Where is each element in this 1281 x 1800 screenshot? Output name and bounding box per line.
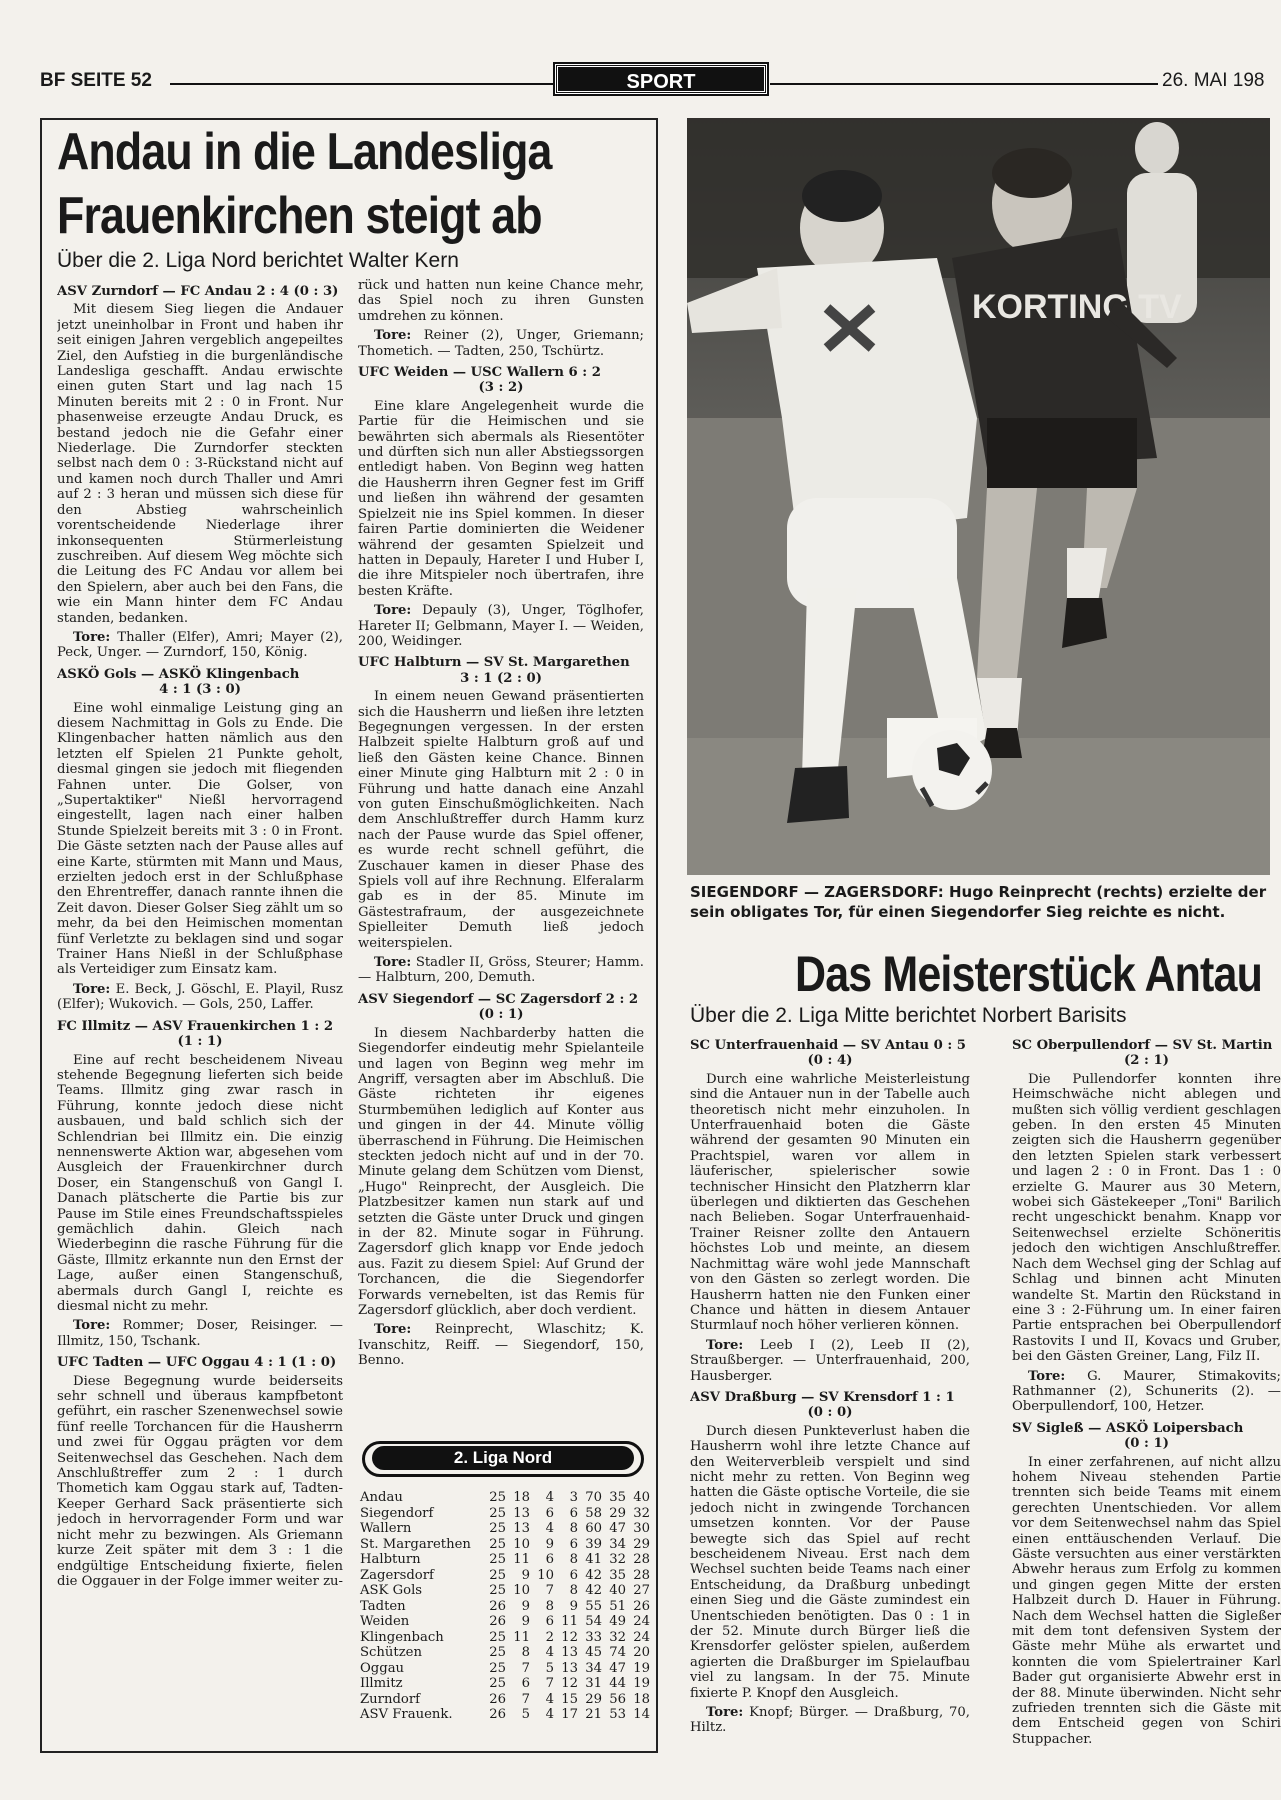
- scorers-line: [57, 630, 343, 661]
- scorers-line: [358, 1322, 644, 1368]
- stat-cell: 25: [489, 1490, 506, 1505]
- stat-cell: 8: [569, 1552, 578, 1567]
- match-heading: [1012, 1038, 1281, 1069]
- stat-cell: 45: [585, 1645, 602, 1660]
- stat-cell: 27: [633, 1583, 650, 1598]
- stat-cell: 7: [521, 1691, 530, 1707]
- scorers-line: [57, 1318, 343, 1349]
- scorers-line: [690, 1338, 970, 1384]
- scorers-text: Leeb I (2), Leeb II (2), Straußberger. — Unterfrauenhaid, 200, Hausberger.: [690, 1337, 970, 1384]
- stat-cell: 8: [545, 1598, 554, 1614]
- scorers-line: [358, 955, 644, 986]
- table-row: [360, 1676, 650, 1692]
- stat-cell: 6: [569, 1567, 578, 1583]
- stat-cell: 25: [489, 1567, 506, 1583]
- table-row: [360, 1490, 650, 1506]
- scorers-line: [1012, 1369, 1281, 1415]
- article2-headline: Das Meisterstück Antau: [795, 946, 1262, 1002]
- stat-cell: 34: [585, 1660, 602, 1676]
- stat-cell: 6: [545, 1505, 554, 1521]
- stat-cell: 41: [585, 1552, 602, 1567]
- table-row: [360, 1707, 650, 1723]
- headline-line-1: Andau in die Landesliga: [57, 123, 552, 181]
- stat-cell: 24: [633, 1629, 650, 1645]
- report-paragraph: Diese Begegnung wurde beiderseits sehr schnell und überaus kampfbetont geführt, ein rascher Szenenwechsel sowie fünf reelle Torchancen für die Hausherrn und zwei für Oggau prägten vor dem Seitenwechsel das Geschehen. Nach dem Anschlußtreffer zum 2 : 1 durch Thometich kam Oggau stark auf, Tadten-Keeper Gerhard Sack präsentierte sich jedoch in hervorragender Form und war nicht mehr zu bezwingen. Als Griemann kurze Zeit später mit dem 3 : 1 die endgültige Entscheidung fixierte, fielen die Oggauer in der Folge immer weiter zu-: [57, 1373, 343, 1589]
- stat-cell: 39: [585, 1536, 602, 1552]
- stat-cell: 10: [513, 1583, 530, 1598]
- stat-cell: 13: [561, 1660, 578, 1676]
- stat-cell: 25: [489, 1521, 506, 1536]
- match-heading: [358, 992, 644, 1023]
- stat-cell: 14: [633, 1707, 650, 1722]
- match-title: ASKÖ Gols — ASKÖ Klingenbach: [57, 666, 300, 682]
- stat-cell: 60: [585, 1521, 602, 1536]
- article1-column-1: [57, 278, 343, 1748]
- photo-illustration: [687, 118, 1270, 875]
- stat-cell: 17: [561, 1707, 578, 1722]
- stat-cell: 6: [569, 1536, 578, 1552]
- article2-column-1: [690, 1032, 970, 1772]
- team-name: St. Margarethen: [360, 1536, 471, 1552]
- report-paragraph: Eine wohl einmalige Leistung ging an diesem Nachmittag in Gols zu Ende. Die Klingenbacher hatten nämlich aus den letzten elf Spielen 21 Punkte geholt, diesmal gingen sie jedoch mit fliegenden Fahnen unter. Die Golser, von „Supertaktiker" Nießl hervorragend eingestellt, lagen nach einer halben Stunde Spielzeit bereits mit 3 : 0 in Front. Die Gäste setzten nach der Pause alles auf eine Karte, stürmten mit Mann und Maus, erzielten jedoch erst in der Schlußphase den Ehrentreffer, danach rannte ihnen die Zeit davon. Dieser Golser Sieg zählt um so mehr, da bei den Heimischen momentan fünf Verletzte zu beklagen sind und sogar Trainer Hans Nießl in der Schlußphase als Verteidiger zum Einsatz kam.: [57, 700, 343, 978]
- report-paragraph: In diesem Nachbarderby hatten die Siegendorfer eindeutig mehr Spielanteile und lagen von Beginn weg mehr im Angriff, versagten aber im Abschluß. Die Gäste richteten ihr eigenes Sturmbemühen lediglich auf Konter aus und gingen in der 44. Minute völlig überraschend in Führung. Die Heimischen steckten jedoch nicht auf und in der 70. Minute gelang dem Schützen vom Dienst, „Hugo" Reinprecht, der Ausgleich. Die Platzbesitzer kamen nun stark auf und setzten die Gäste unter Druck und gingen in der 82. Minute sogar in Führung. Zagersdorf glich knapp vor Ende jedoch aus. Fazit zu diesem Spiel: Auf Grund der Torchancen, die die Siegendorfer Forwards vernebelten, ist das Remis für Zagersdorf glücklich, aber doch verdient.: [358, 1025, 644, 1318]
- stat-cell: 21: [585, 1707, 602, 1722]
- article1-column-2: [358, 278, 644, 1433]
- match-title: ASV Zurndorf — FC Andau 2 : 4 (0 : 3): [57, 284, 339, 299]
- match-score: (0 : 0): [807, 1405, 853, 1421]
- scorers-line: [358, 328, 644, 359]
- match-heading: [358, 655, 644, 686]
- match-title: SV Sigleß — ASKÖ Loipersbach: [1012, 1420, 1244, 1436]
- match-heading: [690, 1390, 970, 1421]
- match-heading: [358, 365, 644, 396]
- team-name: Zagersdorf: [360, 1567, 434, 1583]
- stat-cell: 29: [585, 1691, 602, 1707]
- match-title: ASV Siegendorf — SC Zagersdorf 2 : 2: [358, 991, 639, 1007]
- stat-cell: 8: [569, 1583, 578, 1598]
- team-name: ASK Gols: [360, 1583, 423, 1598]
- stat-cell: 25: [489, 1505, 506, 1521]
- stat-cell: 74: [609, 1645, 626, 1660]
- table-row: [360, 1583, 650, 1599]
- stat-cell: 18: [513, 1490, 530, 1505]
- scorers-text: Depauly (3), Unger, Töglhofer, Hareter II; Gelbmann, Mayer I. — Weiden, 200, Weidinger.: [358, 603, 644, 649]
- match-title: SC Oberpullendorf — SV St. Martin: [1012, 1038, 1273, 1053]
- stat-cell: 18: [633, 1691, 650, 1707]
- report-paragraph: Durch eine wahrliche Meisterleistung sind die Antauer nun in der Tabelle auch theoretisch nicht mehr einzuholen. In Unterfrauenhaid boten die Gäste während der gesamten 90 Minuten ein Prachtspiel, waren vor allem in läuferischer, spielerischer sowie technischer Hinsicht den Platzherrn klar überlegen und diktierten das Geschehen nach Belieben. Sogar Unterfrauenhaid-Trainer Reisner zollte den Antauern höchstes Lob und meinte, an diesem Nachmittag wäre wohl jede Mannschaft von den Gästen so zerlegt worden. Die Hausherrn hatten nie den Funken einer Chance und hätten in diesem Antauer Sturmlauf noch höher verlieren können.: [690, 1071, 970, 1334]
- table-row: [360, 1692, 650, 1708]
- stat-cell: 26: [489, 1691, 506, 1707]
- issue-date: 26. MAI 198: [1162, 70, 1265, 91]
- stat-cell: 4: [545, 1645, 554, 1660]
- stat-cell: 30: [633, 1521, 650, 1536]
- report-paragraph: Mit diesem Sieg liegen die Andauer jetzt uneinholbar in Front und haben ihr seit einigen Jahren vergeblich angepeiltes Ziel, den Aufstieg in die burgenländische Landesliga geschafft. Andau erwischte einen guten Start und lag nach 15 Minuten bereits mit 2 : 0 in Front. Nur phasenweise erzeugte Andau Druck, es bestand jedoch nie die Gefahr einer Niederlage. Die Zurndorfer steckten selbst nach dem 0 : 3-Rückstand nicht auf und kamen noch durch Thaller und Amri auf 2 : 3 heran und müssen sich diese für den Abstieg wahrscheinlich vorentscheidende Niederlage ihrer inkonsequenten Stürmerleistung zuschreiben. Auf diesem Weg möchte sich die Leitung des FC Andau vor allem bei den Spielern, aber auch bei den Fans, die wie ein Mann hinter dem FC Andau standen, bedanken.: [57, 302, 343, 626]
- scorers-line: [690, 1705, 970, 1736]
- match-score: (1 : 1): [177, 1034, 223, 1050]
- team-name: Andau: [360, 1490, 403, 1505]
- match-heading: [57, 1019, 343, 1050]
- stat-cell: 6: [545, 1552, 554, 1567]
- stat-cell: 5: [521, 1707, 530, 1722]
- stat-cell: 34: [609, 1536, 626, 1552]
- stat-cell: 11: [513, 1552, 530, 1567]
- stat-cell: 9: [521, 1598, 530, 1614]
- stat-cell: 9: [545, 1536, 554, 1552]
- stat-cell: 8: [569, 1521, 578, 1536]
- stat-cell: 5: [545, 1660, 554, 1676]
- scorers-text: G. Maurer, Stimakovits; Rathmanner (2), Schunerits (2). — Oberpullendorf, 100, Hetzer.: [1012, 1368, 1281, 1415]
- stat-cell: 42: [585, 1583, 602, 1598]
- team-name: Klingenbach: [360, 1629, 444, 1645]
- table-row: [360, 1645, 650, 1661]
- scorers-text: Stadler II, Gröss, Steurer; Hamm. — Halbturn, 200, Demuth.: [358, 955, 644, 986]
- match-score: (0 : 1): [1124, 1436, 1169, 1452]
- stat-cell: 10: [513, 1536, 530, 1552]
- stat-cell: 53: [609, 1707, 626, 1722]
- stat-cell: 13: [513, 1505, 530, 1521]
- match-title: SC Unterfrauenhaid — SV Antau 0 : 5: [690, 1038, 966, 1053]
- scorers-text: Thaller (Elfer), Amri; Mayer (2), Peck, Unger. — Zurndorf, 150, König.: [57, 629, 343, 661]
- match-score: (0 : 1): [478, 1007, 524, 1023]
- stat-cell: 31: [585, 1676, 602, 1691]
- stat-cell: 6: [569, 1505, 578, 1521]
- team-name: Halbturn: [360, 1552, 421, 1567]
- team-name: Illmitz: [360, 1676, 403, 1691]
- scorers-label: Tore:: [73, 629, 111, 645]
- stat-cell: 25: [489, 1583, 506, 1598]
- stat-cell: 13: [513, 1521, 530, 1536]
- scorers-line: [57, 982, 343, 1013]
- report-paragraph: In einem neuen Gewand präsentierten sich die Hausherrn und ließen ihre letzten Begegnungen vergessen. In der ersten Halbzeit spielte Halbturn groß auf und ließ den Gästen keine Chance. Binnen einer Minute ging Halbturn mit 2 : 0 in Führung und hatte danach eine Anzahl von guten Einschußmöglichkeiten. Nach dem Anschlußtreffer durch Hamm kurz nach der Pause wurde das Spiel offener, es wurde recht schnell geführt, die Zuschauer kamen in dieser Phase des Spiels voll auf ihre Rechnung. Elferalarm gab es in der 85. Minute im Gästestrafraum, der ausgezeichnete Spielleiter Demuth ließ jedoch weiterspielen.: [358, 689, 644, 951]
- stat-cell: 29: [609, 1505, 626, 1521]
- stat-cell: 7: [545, 1676, 554, 1691]
- stat-cell: 25: [489, 1536, 506, 1552]
- match-heading: [57, 1355, 343, 1370]
- match-score: (2 : 1): [1124, 1053, 1169, 1069]
- stat-cell: 11: [561, 1614, 578, 1629]
- table-row: [360, 1521, 650, 1537]
- match-title: ASV Draßburg — SV Krensdorf 1 : 1: [690, 1389, 955, 1405]
- scorers-text: Knopf; Bürger. — Draßburg, 70, Hiltz.: [690, 1705, 970, 1736]
- report-paragraph: In einer zerfahrenen, auf nicht allzu hohem Niveau stehenden Partie trennten sich beide Teams mit einem gerechten Unentschieden. Vor allem vor dem Seitenwechsel nahm das Spiel einen enttäuschenden Verlauf. Die Gäste versuchten aus einer verstärkten Abwehr heraus zum Erfolg zu kommen und gingen gegen Mitte der ersten Halbzeit durch D. Hauer in Führung. Nach dem Wechsel hatten die Siglеßer mit dem tont defensiven System der Gäste mehr Mühe als erwartet und konnten die vom Spielertrainer Karl Bader gut organisierte Abwehr erst in der 88. Minute überwinden. Nicht sehr zufrieden trennten sich die Gäste mit dem Entscheid gegen von Schiri Stuppacher.: [1012, 1454, 1281, 1747]
- stat-cell: 3: [569, 1490, 578, 1505]
- stat-cell: 2: [545, 1629, 554, 1645]
- stat-cell: 4: [545, 1490, 554, 1505]
- team-name: Oggau: [360, 1660, 405, 1676]
- stat-cell: 47: [609, 1521, 626, 1536]
- scorers-line: [358, 603, 644, 649]
- stat-cell: 12: [561, 1629, 578, 1645]
- header-rule-left: [170, 83, 555, 85]
- stat-cell: 26: [489, 1707, 506, 1722]
- stat-cell: 26: [633, 1598, 650, 1614]
- stat-cell: 70: [585, 1490, 602, 1505]
- report-paragraph: Die Pullendorfer konnten ihre Heimschwäche nicht ablegen und mußten sich völlig verdient geschlagen geben. In den ersten 45 Minuten zeigten sich die Hausherrn gegenüber den letzten Spielen stark verbessert und lagen 2 : 0 in Front. Das 1 : 0 erzielte G. Maurer aus 30 Metern, wobei sich Gästekeeper „Toni" Barilich recht ungeschickt benahm. Knapp vor Seitenwechsel erzielte Schöneritis jedoch den wichtigen Anschlußtreffer. Nach dem Wechsel ging der Schlag auf Schlag und binnen acht Minuten wandelte St. Martin den Rückstand in eine 3 : 2-Führung um. In einer fairen Partie entsprachen bei Oberpullendorf Rastovits I und II, Kovacs und Gruber, bei den Gästen Greiner, Lang, Filz II.: [1012, 1071, 1281, 1365]
- match-heading: [57, 667, 343, 698]
- stat-cell: 25: [489, 1645, 506, 1660]
- stat-cell: 29: [633, 1536, 650, 1552]
- stat-cell: 9: [521, 1614, 530, 1629]
- scorers-label: Tore:: [374, 955, 412, 971]
- team-name: ASV Frauenk.: [360, 1707, 453, 1722]
- match-heading: [1012, 1421, 1281, 1452]
- stat-cell: 35: [609, 1490, 626, 1505]
- stat-cell: 24: [633, 1614, 650, 1629]
- team-name: Zurndorf: [360, 1691, 421, 1707]
- section-label: SPORT: [555, 64, 767, 94]
- match-score: 3 : 1 (2 : 0): [460, 670, 542, 686]
- shirt-sponsor-text: KORTING TV: [972, 288, 1182, 326]
- stat-cell: 42: [585, 1567, 602, 1583]
- table-row: [360, 1630, 650, 1646]
- team-name: Wallern: [360, 1521, 412, 1536]
- stat-cell: 19: [633, 1660, 650, 1676]
- scorers-text: Reinprecht, Wlaschitz; K. Ivanschitz, Reiff. — Siegendorf, 150, Benno.: [358, 1322, 644, 1369]
- table-row: [360, 1661, 650, 1677]
- article2-subtitle: Über die 2. Liga Mitte berichtet Norbert Barisits: [690, 1004, 1127, 1027]
- stat-cell: 51: [609, 1598, 626, 1614]
- stat-cell: 32: [609, 1552, 626, 1567]
- scorers-label: Tore:: [706, 1337, 744, 1353]
- stat-cell: 32: [633, 1505, 650, 1521]
- caption-text: Hugo Reinprecht (rechts) erzielte der sein obligates Tor, für einen Siegendorfer Sieg reichte es nicht.: [690, 883, 1267, 921]
- team-name: Siegendorf: [360, 1505, 434, 1521]
- headline-line-2: Frauenkirchen steigt ab: [57, 187, 542, 245]
- team-name: Tadten: [360, 1598, 406, 1614]
- table-row: [360, 1599, 650, 1615]
- match-title: FC Illmitz — ASV Frauenkirchen 1 : 2: [57, 1018, 334, 1034]
- report-paragraph: rück und hatten nun keine Chance mehr, das Spiel noch zu ihren Gunsten umdrehen zu können.: [358, 278, 644, 324]
- scorers-label: Tore:: [374, 1322, 412, 1338]
- table-row: [360, 1506, 650, 1522]
- scorers-label: Tore:: [374, 603, 412, 619]
- article-subtitle: Über die 2. Liga Nord berichtet Walter Kern: [57, 249, 459, 272]
- table-row: [360, 1537, 650, 1553]
- scorers-text: Rommer; Doser, Reisinger. — Illmitz, 150, Tschank.: [57, 1318, 343, 1349]
- stat-cell: 33: [585, 1629, 602, 1645]
- stat-cell: 40: [609, 1583, 626, 1598]
- report-paragraph: Eine klare Angelegenheit wurde die Partie für die Heimischen und sie bewährten sich abermals als Riesentöter und dürften sich nun aller Abstiegssorgen entledigt haben. Von Beginn weg hatten die Hausherrn ihren Gegner fest im Griff und ließen ihn während der gesamten Spielzeit nie ins Spiel kommen. In dieser fairen Partie dominierten die Weidener während der gesamten Spielzeit und hatten in Depauly, Hareter I und Huber I, die ihre Mitspieler noch übertrafen, ihre besten Kräfte.: [358, 398, 644, 599]
- stat-cell: 28: [633, 1567, 650, 1583]
- stat-cell: 26: [489, 1614, 506, 1629]
- stat-cell: 47: [609, 1660, 626, 1676]
- stat-cell: 55: [585, 1598, 602, 1614]
- scorers-label: Tore:: [1028, 1368, 1066, 1384]
- scorers-text: E. Beck, J. Göschl, E. Playil, Rusz (Elfer); Wukovich. — Gols, 250, Laffer.: [57, 981, 343, 1013]
- match-score: (0 : 4): [807, 1053, 853, 1069]
- scorers-label: Tore:: [73, 1318, 111, 1334]
- league-table: [360, 1490, 650, 1723]
- stat-cell: 4: [545, 1707, 554, 1722]
- match-score: 4 : 1 (3 : 0): [159, 682, 241, 698]
- stat-cell: 58: [585, 1505, 602, 1521]
- stat-cell: 35: [609, 1567, 626, 1583]
- stat-cell: 20: [633, 1645, 650, 1660]
- match-title: UFC Weiden — USC Wallern 6 : 2: [358, 365, 601, 381]
- stat-cell: 26: [489, 1598, 506, 1614]
- table-row: [360, 1614, 650, 1630]
- stat-cell: 8: [521, 1645, 530, 1660]
- stat-cell: 54: [585, 1614, 602, 1629]
- stat-cell: 9: [569, 1598, 578, 1614]
- match-heading: [57, 284, 343, 299]
- stat-cell: 11: [513, 1629, 530, 1645]
- team-name: Weiden: [360, 1614, 410, 1629]
- stat-cell: 19: [633, 1676, 650, 1691]
- team-name: Schützen: [360, 1645, 422, 1660]
- match-photo: [687, 118, 1270, 875]
- stat-cell: 49: [609, 1614, 626, 1629]
- stat-cell: 10: [537, 1567, 554, 1583]
- stat-cell: 25: [489, 1660, 506, 1676]
- match-title: UFC Tadten — UFC Oggau 4 : 1 (1 : 0): [57, 1355, 337, 1371]
- header-rule-right: [770, 83, 1158, 85]
- stat-cell: 28: [633, 1552, 650, 1567]
- match-title: UFC Halbturn — SV St. Margarethen: [358, 655, 630, 671]
- table-row: [360, 1568, 650, 1584]
- stat-cell: 56: [609, 1691, 626, 1707]
- stat-cell: 25: [489, 1676, 506, 1691]
- stat-cell: 32: [609, 1629, 626, 1645]
- stat-cell: 6: [521, 1676, 530, 1691]
- caption-lead: SIEGENDORF — ZAGERSDORF:: [690, 883, 944, 901]
- scorers-label: Tore:: [374, 328, 412, 344]
- stat-cell: 15: [561, 1691, 578, 1707]
- stat-cell: 7: [521, 1660, 530, 1676]
- stat-cell: 25: [489, 1552, 506, 1567]
- article2-column-2: [1012, 1032, 1281, 1772]
- photo-caption: [690, 882, 1274, 922]
- league-table-title: 2. Liga Nord: [372, 1446, 634, 1470]
- match-heading: [690, 1038, 970, 1069]
- stat-cell: 40: [633, 1490, 650, 1505]
- stat-cell: 25: [489, 1629, 506, 1645]
- scorers-label: Tore:: [706, 1705, 744, 1721]
- stat-cell: 9: [521, 1567, 530, 1583]
- stat-cell: 13: [561, 1645, 578, 1660]
- page-number: BF SEITE 52: [40, 70, 152, 91]
- report-paragraph: Durch diesen Punkteverlust haben die Hausherrn wohl ihre letzte Chance auf den Weiterverbleib verspielt und sind nicht mehr zu retten. Von Beginn weg hatten die Gäste optische Vorteile, die sie jedoch nicht in zwingende Torchancen umsetzen konnten. Vor der Pause bewegte sich das Spiel auf recht bescheidenem Niveau. Erst nach dem Wechsel suchten beide Teams nach einer Entscheidung, da Draßburg unbedingt einen Sieg und die Gäste zumindest ein Unentschieden benötigten. Das 0 : 1 in der 52. Minute durch Bürger ließ die Krensdorfer gelöster spielen, außerdem agierten die Draßburger im Spielaufbau viel zu langsam. In der 75. Minute fixierte P. Knopf den Ausgleich.: [690, 1423, 970, 1701]
- report-paragraph: Eine auf recht bescheidenem Niveau stehende Begegnung lieferten sich beide Teams. Illmitz ging zwar rasch in Führung, konnte jedoch diese nicht ausbauen, und bald schlich sich der Schlendrian bei Illmitz ein. Die einzig nennenswerte Aktion war, abgesehen vom Ausgleich der Frauenkirchner durch Doser, ein Stangenschuß von Gangl I. Danach plätscherte die Partie bis zur Pause im Stile eines Freundschaftsspieles gemächlich dahin. Gleich nach Wiederbeginn die rasche Führung für die Gäste, Illmitz erkannte nun den Ernst der Lage, außer einen Stangenschuß, abermals durch Gangl I, reichte es diesmal nicht zu mehr.: [57, 1052, 343, 1314]
- scorers-label: Tore:: [73, 981, 111, 997]
- stat-cell: 6: [545, 1614, 554, 1629]
- stat-cell: 7: [545, 1583, 554, 1598]
- stat-cell: 44: [609, 1676, 626, 1691]
- table-row: [360, 1552, 650, 1568]
- match-score: (3 : 2): [478, 380, 524, 396]
- stat-cell: 4: [545, 1521, 554, 1536]
- stat-cell: 12: [561, 1676, 578, 1691]
- scorers-text: Reiner (2), Unger, Griemann; Thometich. — Tadten, 250, Tschürtz.: [358, 328, 644, 359]
- stat-cell: 4: [545, 1691, 554, 1707]
